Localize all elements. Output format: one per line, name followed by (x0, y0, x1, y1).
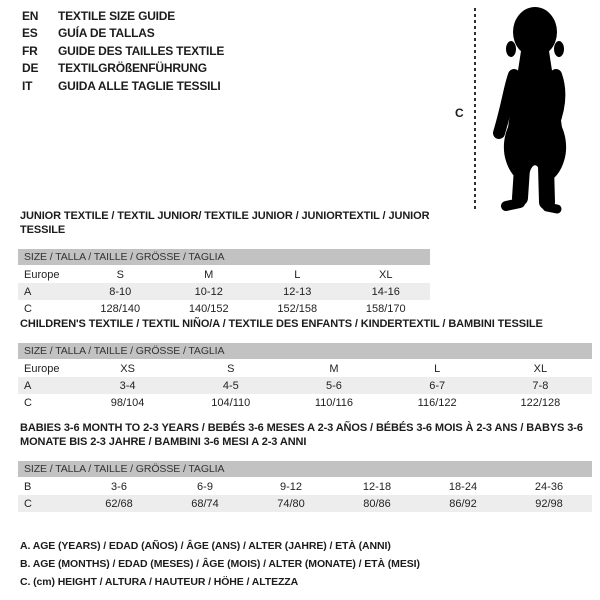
cell-value: 7-8 (532, 379, 549, 392)
language-row-it (22, 77, 224, 95)
babies-table-title: BABIES 3-6 MONTH TO 2-3 YEARS / BEBÉS 3-6 MESES A 2-3 AÑOS / BÉBÉS 3-6 MOIS À 2-3 ANS / BABYS 3-6 MONATE BIS 2-3 JAHRE / BAMBINI 3-6 MESI A 2-3 ANNI (20, 422, 583, 448)
cell-value: 3-4 (119, 379, 136, 392)
cell-value: 62/68 (105, 497, 133, 510)
cell-value: 98/104 (110, 396, 145, 409)
table-row (18, 266, 430, 283)
table-row (18, 377, 592, 394)
language-row-en (22, 7, 224, 25)
row-label: A (24, 379, 32, 392)
cell-value: 104/110 (211, 396, 251, 409)
cell-value: 110/116 (314, 396, 354, 409)
cell-value: 5-6 (326, 379, 342, 392)
cell-value: M (204, 268, 214, 281)
cell-value: M (329, 362, 339, 375)
table-row (18, 300, 430, 317)
babies-size-table (18, 478, 592, 512)
cell-value: 6-9 (197, 480, 213, 493)
cell-value: 10-12 (194, 285, 223, 298)
cell-value: 14-16 (371, 285, 400, 298)
baby-silhouette-icon (482, 5, 584, 217)
cell-value: 9-12 (279, 480, 303, 493)
table-row (18, 360, 592, 377)
language-title: GUIDA ALLE TAGLIE TESSILI (58, 78, 221, 93)
cell-value: 116/122 (417, 396, 457, 409)
children-textile-section (18, 317, 592, 411)
height-dashed-line (474, 8, 476, 210)
language-row-es (22, 25, 224, 43)
table-row (18, 478, 592, 495)
cell-value: 24-36 (534, 480, 564, 493)
language-title: GUIDE DES TAILLES TEXTILE (58, 43, 225, 58)
language-title: GUÍA DE TALLAS (58, 26, 155, 41)
cell-value: 8-10 (109, 285, 132, 298)
language-title: TEXTILE SIZE GUIDE (58, 8, 176, 23)
cell-value: L (434, 362, 441, 375)
table-row (18, 495, 592, 512)
row-label: C (24, 396, 32, 409)
cell-value: XL (379, 268, 393, 281)
cell-value: 6-7 (429, 379, 446, 392)
language-row-fr (22, 42, 224, 60)
language-row-de (22, 60, 224, 78)
junior-textile-section (18, 209, 430, 317)
cell-value: XS (120, 362, 135, 375)
language-list (22, 7, 224, 95)
row-label: C (24, 302, 32, 315)
babies-textile-section (18, 421, 592, 512)
babies-size-header: SIZE / TALLA / TAILLE / GRÖSSE / TAGLIA (18, 461, 592, 477)
junior-table-title: JUNIOR TEXTILE / TEXTIL JUNIOR/ TEXTILE JUNIOR / JUNIORTEXTIL / JUNIOR TESSILE (20, 210, 430, 236)
cell-value: S (116, 268, 124, 281)
language-code: IT (22, 78, 33, 93)
table-row (18, 283, 430, 300)
legend-footnotes (20, 537, 420, 591)
cell-value: 12-18 (362, 480, 392, 493)
cell-value: 128/140 (100, 302, 141, 315)
footnote-height-cm: C. (cm) HEIGHT / ALTURA / HAUTEUR / HÖHE / ALTEZZA (20, 576, 299, 588)
cell-value: 68/74 (191, 497, 219, 510)
row-label: Europe (24, 268, 60, 281)
cell-value: 158/170 (365, 302, 406, 315)
junior-size-header: SIZE / TALLA / TAILLE / GRÖSSE / TAGLIA (18, 249, 430, 265)
children-table-title: CHILDREN'S TEXTILE / TEXTIL NIÑO/A / TEXTILE DES ENFANTS / KINDERTEXTIL / BAMBINI TESSILE (20, 318, 543, 330)
row-label: B (24, 480, 32, 493)
cell-value: 4-5 (222, 379, 239, 392)
language-code: ES (22, 26, 38, 41)
junior-size-table (18, 266, 430, 317)
cell-value: 80/86 (363, 497, 391, 510)
children-size-table (18, 360, 592, 411)
cell-value: 152/158 (277, 302, 318, 315)
height-measure-label: C (455, 106, 464, 120)
cell-value: 12-13 (283, 285, 312, 298)
cell-value: 92/98 (535, 497, 563, 510)
cell-value: 86/92 (449, 497, 477, 510)
cell-value: XL (533, 362, 548, 375)
cell-value: 140/152 (188, 302, 229, 315)
footnote-age-months: B. AGE (MONTHS) / EDAD (MESES) / ÂGE (MOIS) / ALTER (MONATE) / ETÀ (MESI) (20, 558, 420, 570)
row-label: C (24, 497, 32, 510)
table-row (18, 394, 592, 411)
cell-value: 3-6 (111, 480, 127, 493)
language-title: TEXTILGRÖßENFÜHRUNG (58, 61, 207, 76)
row-label: A (24, 285, 32, 298)
language-code: FR (22, 43, 38, 58)
cell-value: 74/80 (277, 497, 305, 510)
row-label: Europe (24, 362, 60, 375)
cell-value: 18-24 (448, 480, 478, 493)
cell-value: S (227, 362, 235, 375)
cell-value: L (294, 268, 301, 281)
children-size-header: SIZE / TALLA / TAILLE / GRÖSSE / TAGLIA (18, 343, 592, 359)
language-code: DE (22, 61, 39, 76)
cell-value: 122/128 (520, 396, 561, 409)
language-code: EN (22, 8, 39, 23)
footnote-age-years: A. AGE (YEARS) / EDAD (AÑOS) / ÂGE (ANS) / ALTER (JAHRE) / ETÀ (ANNI) (20, 540, 391, 552)
